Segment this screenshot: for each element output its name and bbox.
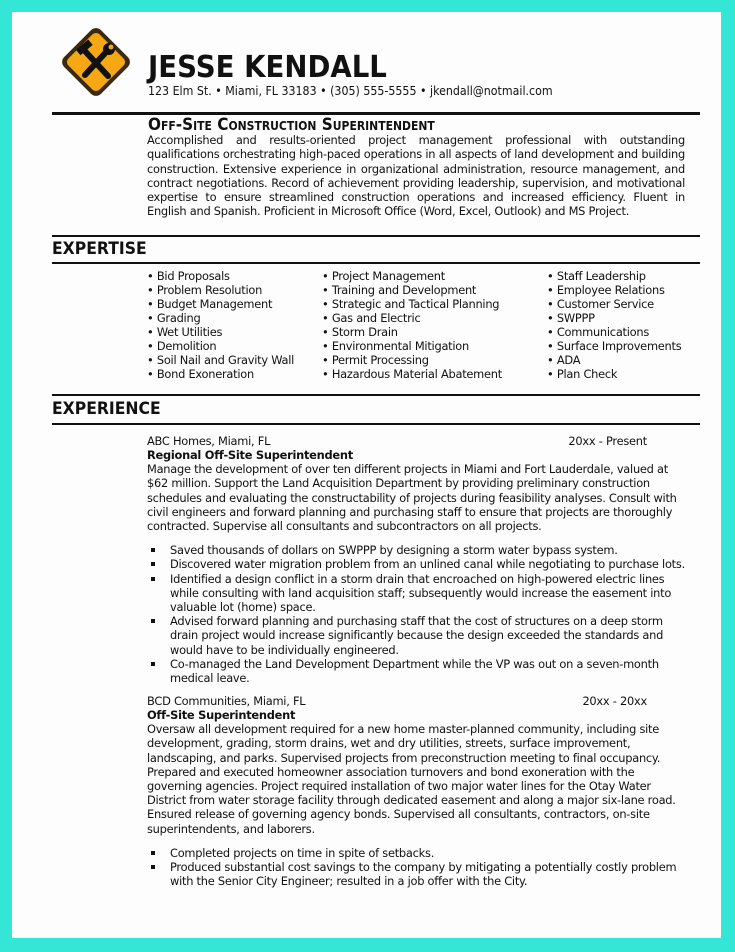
expertise-item: • Gas and Electric	[322, 311, 421, 325]
resume-page	[12, 12, 721, 938]
job-dates: 20xx - Present	[568, 434, 647, 448]
expertise-column	[322, 269, 502, 381]
divider	[52, 235, 700, 237]
candidate-name: JESSE KENDALL	[148, 50, 387, 85]
achievement-list	[147, 543, 687, 685]
company: BCD Communities, Miami, FL	[147, 694, 306, 708]
achievement-item: Discovered water migration problem from an unlined canal while negotiating to purchase lots.	[147, 557, 687, 571]
expertise-item: • Budget Management	[147, 297, 273, 311]
job-entry	[147, 694, 687, 888]
achievement-item: Identified a design conflict in a storm drain that encroached on high-powered electric lines while consulting with land acquisition staff; subsequently would increase the easement into valuable lot (home) space.	[147, 572, 687, 615]
expertise-item: • Problem Resolution	[147, 283, 263, 297]
expertise-item: • Soil Nail and Gravity Wall	[147, 353, 295, 367]
expertise-item: • SWPPP	[547, 311, 595, 325]
achievement-item: Produced substantial cost savings to the company by mitigating a potentially costly problem with the Senior City Engineer; resulted in a job offer with the City.	[147, 860, 687, 888]
achievement-item: Completed projects on time in spite of setbacks.	[147, 846, 687, 860]
job-role: Off-Site Superintendent	[147, 708, 296, 722]
expertise-item: • Project Management	[322, 269, 445, 283]
job-header	[147, 694, 687, 708]
expertise-item: • Bond Exoneration	[147, 367, 254, 381]
expertise-item: • Storm Drain	[322, 325, 398, 339]
contact-info: 123 Elm St. • Miami, FL 33183 • (305) 555-5555 • jkendall@notmail.com	[148, 84, 553, 98]
expertise-item: • Environmental Mitigation	[322, 339, 469, 353]
hammer-wrench-sign-icon	[56, 22, 136, 102]
expertise-column	[147, 269, 294, 381]
job-header	[147, 434, 687, 448]
divider	[52, 423, 700, 425]
expertise-item: • ADA	[547, 353, 581, 367]
company: ABC Homes, Miami, FL	[147, 434, 271, 448]
divider	[52, 262, 700, 264]
expertise-item: • Customer Service	[547, 297, 654, 311]
expertise-item: • Permit Processing	[322, 353, 429, 367]
expertise-item: • Plan Check	[547, 367, 618, 381]
expertise-item: • Communications	[547, 325, 650, 339]
expertise-item: • Staff Leadership	[547, 269, 646, 283]
expertise-item: • Surface Improvements	[547, 339, 682, 353]
expertise-item: • Strategic and Tactical Planning	[322, 297, 500, 311]
expertise-item: • Wet Utilities	[147, 325, 223, 339]
achievement-item: Co-managed the Land Development Department while the VP was out on a seven-month medical leave.	[147, 657, 687, 685]
divider	[52, 394, 700, 396]
achievement-item: Saved thousands of dollars on SWPPP by designing a storm water bypass system.	[147, 543, 687, 557]
expertise-item: • Demolition	[147, 339, 217, 353]
expertise-item: • Hazardous Material Abatement	[322, 367, 502, 381]
achievement-item: Advised forward planning and purchasing staff that the cost of structures on a deep storm drain project would increase significantly because the design exceeded the standards and would have to be individually engineered.	[147, 614, 687, 657]
professional-title: Off-Site Construction Superintendent	[148, 115, 435, 135]
job-description: Oversaw all development required for a new home master-planned community, including site development, grading, storm drains, wet and dry utilities, streets, surface improvement, landscaping, and parks. Supervised projects from preconstruction meeting to final occupancy. Prepared and executed homeowner association turnovers and bond exoneration with the governing agencies. Project required installation of two major water lines for the Otay Water District from water storage facility through dedicated easement and along a major six-lane road. Ensured release of governing agency bonds. Supervised all consultants, contractors, on-site superintendents, and laborers.	[147, 722, 676, 836]
job-description: Manage the development of over ten different projects in Miami and Fort Lauderdale, valued at $62 million. Support the Land Acquisition Department by providing preliminary construction schedules and evaluating the constructability of projects during feasibility analyses. Consult with civil engineers and forward planning and purchasing staff to ensure that projects are thoroughly contracted. Supervise all consultants and subcontractors on all projects.	[147, 462, 677, 534]
job-role: Regional Off-Site Superintendent	[147, 448, 353, 462]
expertise-item: • Employee Relations	[547, 283, 665, 297]
summary-text: Accomplished and results-oriented project management professional with outstanding qualifications orchestrating high-paced operations in all aspects of land development and building construction. Extensive experience in organizational administration, resource management, and contract negotiations. Record of achievement providing leadership, supervision, and motivational expertise to ensure streamlined construction operations and increased efficiency. Fluent in English and Spanish. Proficient in Microsoft Office (Word, Excel, Outlook) and MS Project.	[147, 133, 685, 219]
job-entry	[147, 434, 687, 685]
experience-heading: EXPERIENCE	[52, 399, 161, 419]
expertise-item: • Training and Development	[322, 283, 477, 297]
expertise-item: • Bid Proposals	[147, 269, 230, 283]
job-dates: 20xx - 20xx	[582, 694, 647, 708]
expertise-column	[547, 269, 681, 381]
expertise-heading: EXPERTISE	[52, 239, 147, 259]
expertise-item: • Grading	[147, 311, 201, 325]
achievement-list	[147, 846, 687, 889]
